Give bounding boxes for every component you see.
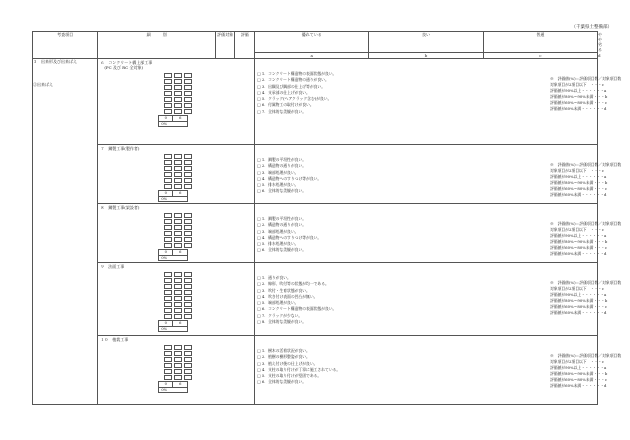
hyoka-checkbox[interactable] [184,73,192,78]
formula-block [548,336,622,389]
checkbox-row [164,73,254,78]
item-sub: ②出来ばえ [33,82,53,87]
header-grade-normal: 普通 [483,32,597,53]
item-cell [33,59,98,405]
hyoka-checkbox[interactable] [164,184,172,189]
formula-line: 評価値が60%未満・・・・・・d [550,251,607,256]
hyoka-checkbox[interactable] [184,296,192,301]
hyoka-checkbox[interactable] [164,345,172,350]
check-item: □ 6．コンクリート構造物の表面状態が良い。 [257,306,597,312]
hyoka-checkbox[interactable] [164,85,172,90]
section-title-text: ８ 鋼製工事(架設者) [100,205,140,210]
hyoka-checkbox[interactable] [174,314,182,319]
checkbox-row [164,351,254,356]
formula-line: 評価値が80%～90%未満・・・b [550,298,608,303]
hyoka-checkbox[interactable] [174,357,182,362]
formula-line: 評価値が90%以上・・・・・・a [550,233,607,238]
score-percent: 0% [161,326,168,331]
check-list-cell [255,336,622,405]
hyoka-checkbox[interactable] [174,178,182,183]
formula-line: 評価値が60%～80%未満・・・c [550,304,607,309]
checkbox-row [164,154,254,159]
checkbox-row [164,103,254,108]
hyoka-checkbox[interactable] [184,231,192,236]
hyoka-checkbox[interactable] [184,109,192,114]
hyoka-checkbox[interactable] [174,160,182,165]
check-list-cell [255,263,622,336]
hyoka-checkbox[interactable] [164,79,172,84]
hyoka-checkbox[interactable] [164,375,172,380]
formula-line: 評価値が90%以上・・・・・・a [550,292,607,297]
hyoka-checkbox[interactable] [174,308,182,313]
check-item: □ 4．支承部の仕上げが良い。 [257,90,597,96]
detail-cell [98,145,255,204]
hyoka-checkbox[interactable] [174,243,182,248]
checkbox-row [164,172,254,177]
checkbox-row [164,231,254,236]
formula-block [548,145,622,198]
checkbox-grid [158,71,254,114]
hyoka-checkbox[interactable] [164,308,172,313]
hyoka-checkbox[interactable] [164,97,172,102]
checkbox-row [164,97,254,102]
score-six: 6 [173,116,187,122]
formula-line: 評価値が60%～80%未満・・・c [550,377,607,382]
department-note: （千葉県土整備部） [571,25,612,30]
hyoka-checkbox[interactable] [184,154,192,159]
hyoka-checkbox[interactable] [164,243,172,248]
check-item: □ 8．全体的な美観が良い。 [257,319,597,325]
checkbox-row [164,219,254,224]
check-list-cell [255,145,622,204]
checkbox-grid [158,152,254,189]
checkbox-row [164,314,254,319]
hyoka-checkbox[interactable] [184,97,192,102]
hyoka-checkbox[interactable] [184,160,192,165]
score-zero: 0 [159,250,173,256]
section-title-text: ６ コンクリート橋上部工事 [100,60,153,65]
checkbox-row [164,369,254,374]
check-item: □ 6．全体的な美観が良い。 [257,379,597,385]
score-percent: 0% [161,196,168,201]
score-grid [158,190,188,202]
hyoka-checkbox[interactable] [174,231,182,236]
hyoka-checkbox[interactable] [184,363,192,368]
formula-line: 評価値が80%～90%未満・・・b [550,180,608,185]
hyoka-checkbox[interactable] [164,363,172,368]
checkbox-grid [158,211,254,248]
checkbox-row [164,357,254,362]
hyoka-checkbox[interactable] [164,231,172,236]
check-item: □ 5．クラック(ヘアクラック含む)が良い。 [257,96,597,102]
score-grid [158,249,188,261]
formula-line: 評価値が60%～80%未満・・・c [550,100,607,105]
score-six: 6 [173,250,187,256]
hyoka-checkbox[interactable] [164,172,172,177]
formula-line: 評価値が90%以上・・・・・・a [550,88,607,93]
section-title-text: ９ 法面工事 [100,264,125,269]
hyoka-checkbox[interactable] [164,369,172,374]
check-item: □ 6．全体的な美観が良い。 [257,247,597,253]
checkbox-row [164,296,254,301]
hyoka-checkbox[interactable] [184,184,192,189]
checkbox-row [164,225,254,230]
hyoka-checkbox[interactable] [184,369,192,374]
score-grid [158,115,188,127]
checkbox-row [164,184,254,189]
section-title [98,145,254,152]
formula-line: 評価値が60%未満・・・・・・d [550,106,607,111]
hyoka-checkbox[interactable] [174,278,182,283]
checkbox-row [164,308,254,313]
hyoka-checkbox[interactable] [164,225,172,230]
formula-line: 評価値が60%～80%未満・・・c [550,186,607,191]
check-item: □ 1．鋼製の平坦性が良い。 [257,157,597,163]
hyoka-checkbox[interactable] [184,272,192,277]
hyoka-checkbox[interactable] [174,166,182,171]
formula-block [548,59,622,112]
formula-line: ※ 評価値(%)＝評価項目数／対象項目数 [550,76,622,81]
hyoka-checkbox[interactable] [184,278,192,283]
header-tokuten: 評価 [235,32,255,59]
hyoka-checkbox[interactable] [174,375,182,380]
check-item: □ 3．吹付・生育状態が良い。 [257,288,597,294]
hyoka-checkbox[interactable] [174,351,182,356]
hyoka-checkbox[interactable] [164,284,172,289]
hyoka-checkbox[interactable] [164,166,172,171]
score-grid [158,381,188,393]
check-item: □ 7．全体的な美観が良い。 [257,109,597,115]
header-row: 考査項目 細 別 評価対象 評価 優れている 良い 普通 やや劣る [33,32,598,53]
item-name: ３ 出来形及び出来ばえ [33,59,77,64]
section-title [98,204,254,211]
score-percent: 0% [161,121,168,126]
hyoka-checkbox[interactable] [184,290,192,295]
header-letter-b: b [369,53,483,59]
check-item: □ 1．コンクリート構造物の表面状態が良い。 [257,71,597,77]
hyoka-checkbox[interactable] [164,351,172,356]
check-item: □ 2．構造物の通りが良い。 [257,163,597,169]
hyoka-checkbox[interactable] [174,79,182,84]
checkbox-row [164,290,254,295]
checkbox-row [164,272,254,277]
section-title-text: １０ 植栽工事 [100,337,129,342]
check-item: □ 4．構造物へのすりつけ等が良い。 [257,235,597,241]
section-row [33,59,598,145]
check-list [255,59,622,115]
hyoka-checkbox[interactable] [164,357,172,362]
hyoka-checkbox[interactable] [184,219,192,224]
score-percent: 0% [161,387,168,392]
check-item: □ 2．線形、吹付等の状態が均一である。 [257,281,597,287]
hyoka-checkbox[interactable] [184,302,192,307]
section-title [98,336,254,343]
hyoka-checkbox[interactable] [164,178,172,183]
score-grid [158,320,188,332]
check-item: □ 2．コンクリート構造物の通りが良い。 [257,77,597,83]
hyoka-checkbox[interactable] [174,213,182,218]
formula-line: 評価値が80%～90%未満・・・b [550,94,608,99]
formula-line: 評価値が60%～80%未満・・・c [550,245,607,250]
header-grade-excellent: 優れている [255,32,369,53]
hyoka-checkbox[interactable] [174,369,182,374]
check-item: □ 5．端部処理が良い。 [257,300,597,306]
section-row [33,145,598,204]
formula-line: 評価値が90%以上・・・・・・a [550,365,607,370]
hyoka-checkbox[interactable] [174,302,182,307]
hyoka-checkbox[interactable] [164,237,172,242]
hyoka-checkbox[interactable] [184,243,192,248]
hyoka-checkbox[interactable] [184,225,192,230]
check-item: □ 1．樹木の活着状況が良い。 [257,348,597,354]
checkbox-row [164,284,254,289]
hyoka-checkbox[interactable] [174,219,182,224]
formula-line: ※ 評価値(%)＝評価項目数／対象項目数 [550,162,622,167]
hyoka-checkbox[interactable] [174,103,182,108]
checkbox-row [164,302,254,307]
hyoka-checkbox[interactable] [184,213,192,218]
hyoka-checkbox[interactable] [174,290,182,295]
score-six: 6 [173,321,187,327]
check-list-cell [255,204,622,263]
checkbox-row [164,166,254,171]
checkbox-grid [158,343,254,380]
hyoka-checkbox[interactable] [164,219,172,224]
header-detail: 細 別 [98,32,216,59]
hyoka-checkbox[interactable] [184,284,192,289]
hyoka-checkbox[interactable] [164,213,172,218]
hyoka-checkbox[interactable] [184,91,192,96]
check-item: □ 2．植樹の樹形整姿が良い。 [257,354,597,360]
formula-block [548,263,622,316]
section-row [33,336,598,405]
hyoka-checkbox[interactable] [164,302,172,307]
hyoka-checkbox[interactable] [174,345,182,350]
checkbox-grid [158,270,254,319]
section-row [33,204,598,263]
hyoka-checkbox[interactable] [184,357,192,362]
section-title-text: ７ 鋼製工事(製作者) [100,146,140,151]
check-item: □ 6．全体的な美観が良い。 [257,188,597,194]
section-title [98,59,254,71]
hyoka-checkbox[interactable] [174,109,182,114]
hyoka-checkbox[interactable] [184,308,192,313]
checkbox-row [164,213,254,218]
section-row [33,263,598,336]
check-item: □ 5．排水処理が良い。 [257,182,597,188]
hyoka-checkbox[interactable] [184,85,192,90]
formula-line: 対象項目が2項目以下 ・・・c [550,227,604,232]
score-six: 6 [173,191,187,197]
hyoka-checkbox[interactable] [164,109,172,114]
checkbox-row [164,178,254,183]
header-item: 考査項目 [33,32,98,59]
hyoka-checkbox[interactable] [174,237,182,242]
checkbox-row [164,79,254,84]
hyoka-checkbox[interactable] [174,172,182,177]
detail-cell [98,204,255,263]
formula-line: 評価値が80%～90%未満・・・b [550,239,608,244]
hyoka-checkbox[interactable] [184,103,192,108]
checkbox-row [164,109,254,114]
hyoka-checkbox[interactable] [184,375,192,380]
hyoka-checkbox[interactable] [174,73,182,78]
hyoka-checkbox[interactable] [184,79,192,84]
check-item: □ 4．吹き付け表面の凹凸が無い。 [257,294,597,300]
hyoka-checkbox[interactable] [174,296,182,301]
header-letter-row: a b c d [33,53,598,59]
header-letter-c: c [483,53,597,59]
section-title [98,263,254,270]
formula-line: ※ 評価値(%)＝評価項目数／対象項目数 [550,221,622,226]
score-zero: 0 [159,321,173,327]
hyoka-checkbox[interactable] [164,278,172,283]
check-item: □ 5．支柱の取り付けが堅固である。 [257,373,597,379]
checkbox-row [164,160,254,165]
detail-cell [98,59,255,145]
hyoka-checkbox[interactable] [174,184,182,189]
formula-block [548,204,622,257]
formula-line: 評価値が60%未満・・・・・・d [550,192,607,197]
hyoka-checkbox[interactable] [164,73,172,78]
formula-line: 対象項目が2項目以下 ・・・c [550,168,604,173]
hyoka-checkbox[interactable] [174,91,182,96]
hyoka-checkbox[interactable] [184,178,192,183]
checkbox-row [164,375,254,380]
hyoka-checkbox[interactable] [164,160,172,165]
hyoka-checkbox[interactable] [164,154,172,159]
hyoka-checkbox[interactable] [174,85,182,90]
hyoka-checkbox[interactable] [164,290,172,295]
check-item: □ 6．付属物工の取付けが良い。 [257,102,597,108]
checkbox-row [164,91,254,96]
hyoka-checkbox[interactable] [174,272,182,277]
check-item: □ 2．構造物の通りが良い。 [257,222,597,228]
formula-line: 評価値が60%未満・・・・・・d [550,310,607,315]
check-item: □ 3．端部処理が良い。 [257,170,597,176]
check-item: □ 7．クラックが少ない。 [257,313,597,319]
header-hyoka: 評価対象 [215,32,235,59]
hyoka-checkbox[interactable] [164,91,172,96]
score-zero: 0 [159,191,173,197]
header-grade-good: 良い [369,32,483,53]
hyoka-checkbox[interactable] [174,154,182,159]
check-item: □ 3．植え付け後の仕上げが良い。 [257,361,597,367]
score-zero: 0 [159,116,173,122]
check-item: □ 1．通りが良い。 [257,275,597,281]
checkbox-row [164,345,254,350]
hyoka-checkbox[interactable] [174,284,182,289]
score-six: 6 [173,382,187,388]
hyoka-checkbox[interactable] [174,225,182,230]
section-subtitle: (PC 及び RC 全対象) [104,65,144,70]
check-item: □ 5．排水処理が良い。 [257,241,597,247]
hyoka-checkbox[interactable] [184,351,192,356]
check-item: □ 3．端部処理が良い。 [257,229,597,235]
score-zero: 0 [159,382,173,388]
formula-line: 評価値が60%未満・・・・・・d [550,383,607,388]
hyoka-checkbox[interactable] [184,166,192,171]
hyoka-checkbox[interactable] [164,296,172,301]
hyoka-checkbox[interactable] [184,314,192,319]
checkbox-row [164,363,254,368]
check-item: □ 3．出隅及び隅部の仕上げ等が良い。 [257,84,597,90]
hyoka-checkbox[interactable] [184,172,192,177]
detail-cell [98,336,255,405]
formula-line: 対象項目が2項目以下 ・・・c [550,286,604,291]
formula-line: ※ 評価値(%)＝評価項目数／対象項目数 [550,353,622,358]
check-item: □ 1．鋼製の平坦性が良い。 [257,216,597,222]
evaluation-sheet [32,31,622,405]
hyoka-checkbox[interactable] [164,103,172,108]
header-letter-a: a [255,53,369,59]
hyoka-checkbox[interactable] [174,363,182,368]
hyoka-checkbox[interactable] [164,272,172,277]
detail-cell [98,263,255,336]
formula-line: ※ 評価値(%)＝評価項目数／対象項目数 [550,280,622,285]
check-list [255,263,622,325]
checkbox-row [164,243,254,248]
hyoka-checkbox[interactable] [164,314,172,319]
checkbox-row [164,278,254,283]
formula-line: 対象項目が2項目以下 ・・・c [550,82,604,87]
formula-line: 評価値が90%以上・・・・・・a [550,174,607,179]
check-item: □ 4．支柱の取り付けが丁寧に施工されている。 [257,367,597,373]
check-list-cell [255,59,622,145]
hyoka-checkbox[interactable] [174,97,182,102]
formula-line: 評価値が80%～90%未満・・・b [550,371,608,376]
formula-line: 対象項目が2項目以下 ・・・c [550,359,604,364]
score-percent: 0% [161,255,168,260]
checkbox-row [164,85,254,90]
hyoka-checkbox[interactable] [184,345,192,350]
checkbox-row [164,237,254,242]
hyoka-checkbox[interactable] [184,237,192,242]
check-item: □ 4．構造物へのすりつけ等が良い。 [257,176,597,182]
